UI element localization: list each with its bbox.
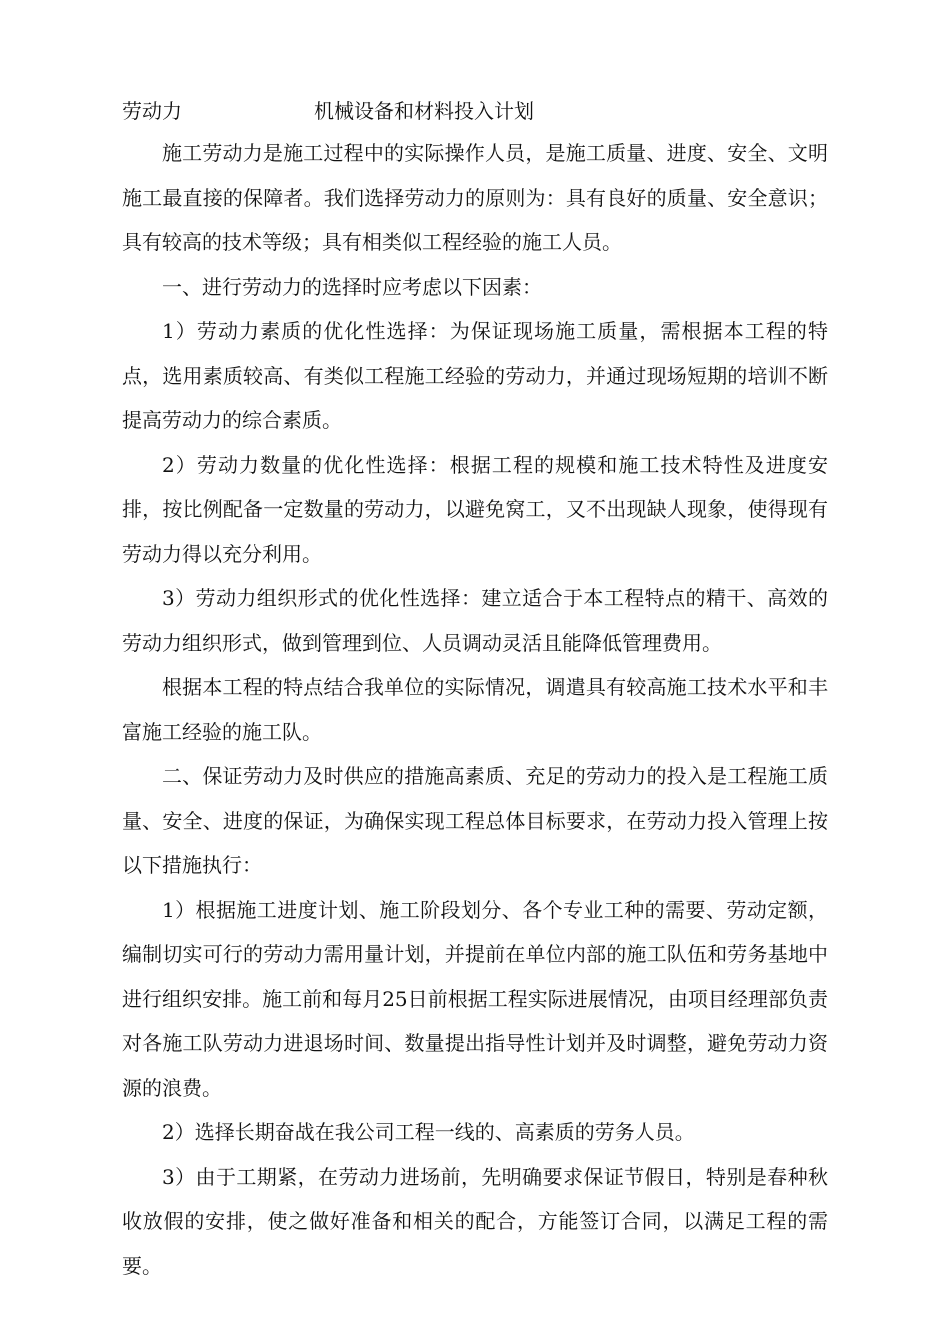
heading-equipment-plan: 机械设备和材料投入计划 [314, 99, 534, 123]
paragraph-section-one: 一、进行劳动力的选择时应考虑以下因素： [162, 274, 542, 299]
paragraph-section-two: 二、保证劳动力及时供应的措施高素质、充足的劳动力的投入是工程施工质量、安全、进度的保证，为确保实现工程总体目标要求，在劳动力投入管理上按以下措施执行： [122, 764, 828, 877]
paragraph-intro: 施工劳动力是施工过程中的实际操作人员，是施工质量、进度、安全、文明施工最直接的保障者。我们选择劳动力的原则为：具有良好的质量、安全意识；具有较高的技术等级；具有相类似工程经验的施工人员。 [122, 141, 828, 254]
paragraph-quantity-selection: 2）劳动力数量的优化性选择：根据工程的规模和施工技术特性及进度安排，按比例配备一定数量的劳动力，以避免窝工，又不出现缺人现象，使得现有劳动力得以充分利用。 [122, 452, 828, 566]
heading-labor: 劳动力 [122, 99, 182, 123]
paragraph-team-dispatch: 根据本工程的特点结合我单位的实际情况，调遣具有较高施工技术水平和丰富施工经验的施工队。 [122, 675, 828, 744]
document-heading [122, 93, 822, 129]
paragraph-quality-selection: 1）劳动力素质的优化性选择：为保证现场施工质量，需根据本工程的特点，选用素质较高、有类似工程施工经验的劳动力，并通过现场短期的培训不断提高劳动力的综合素质。 [122, 319, 828, 432]
document-body [122, 131, 828, 1288]
paragraph-measure-three: 3）由于工期紧，在劳动力进场前，先明确要求保证节假日，特别是春种秋收放假的安排，使之做好准备和相关的配合，方能签订合同，以满足工程的需要。 [122, 1164, 828, 1278]
paragraph-organization-selection: 3）劳动力组织形式的优化性选择：建立适合于本工程特点的精干、高效的劳动力组织形式，做到管理到位、人员调动灵活且能降低管理费用。 [122, 586, 828, 655]
paragraph-measure-two: 2）选择长期奋战在我公司工程一线的、高素质的劳务人员。 [162, 1120, 695, 1144]
paragraph-measure-one: 1）根据施工进度计划、施工阶段划分、各个专业工种的需要、劳动定额，编制切实可行的劳动力需用量计划，并提前在单位内部的施工队伍和劳务基地中进行组织安排。施工前和每月25日前根据工程实际进展情况，由项目经理部负责对各施工队劳动力进退场时间、数量提出指导性计划并及时调整，避免劳动力资源的浪费。 [122, 897, 828, 1100]
